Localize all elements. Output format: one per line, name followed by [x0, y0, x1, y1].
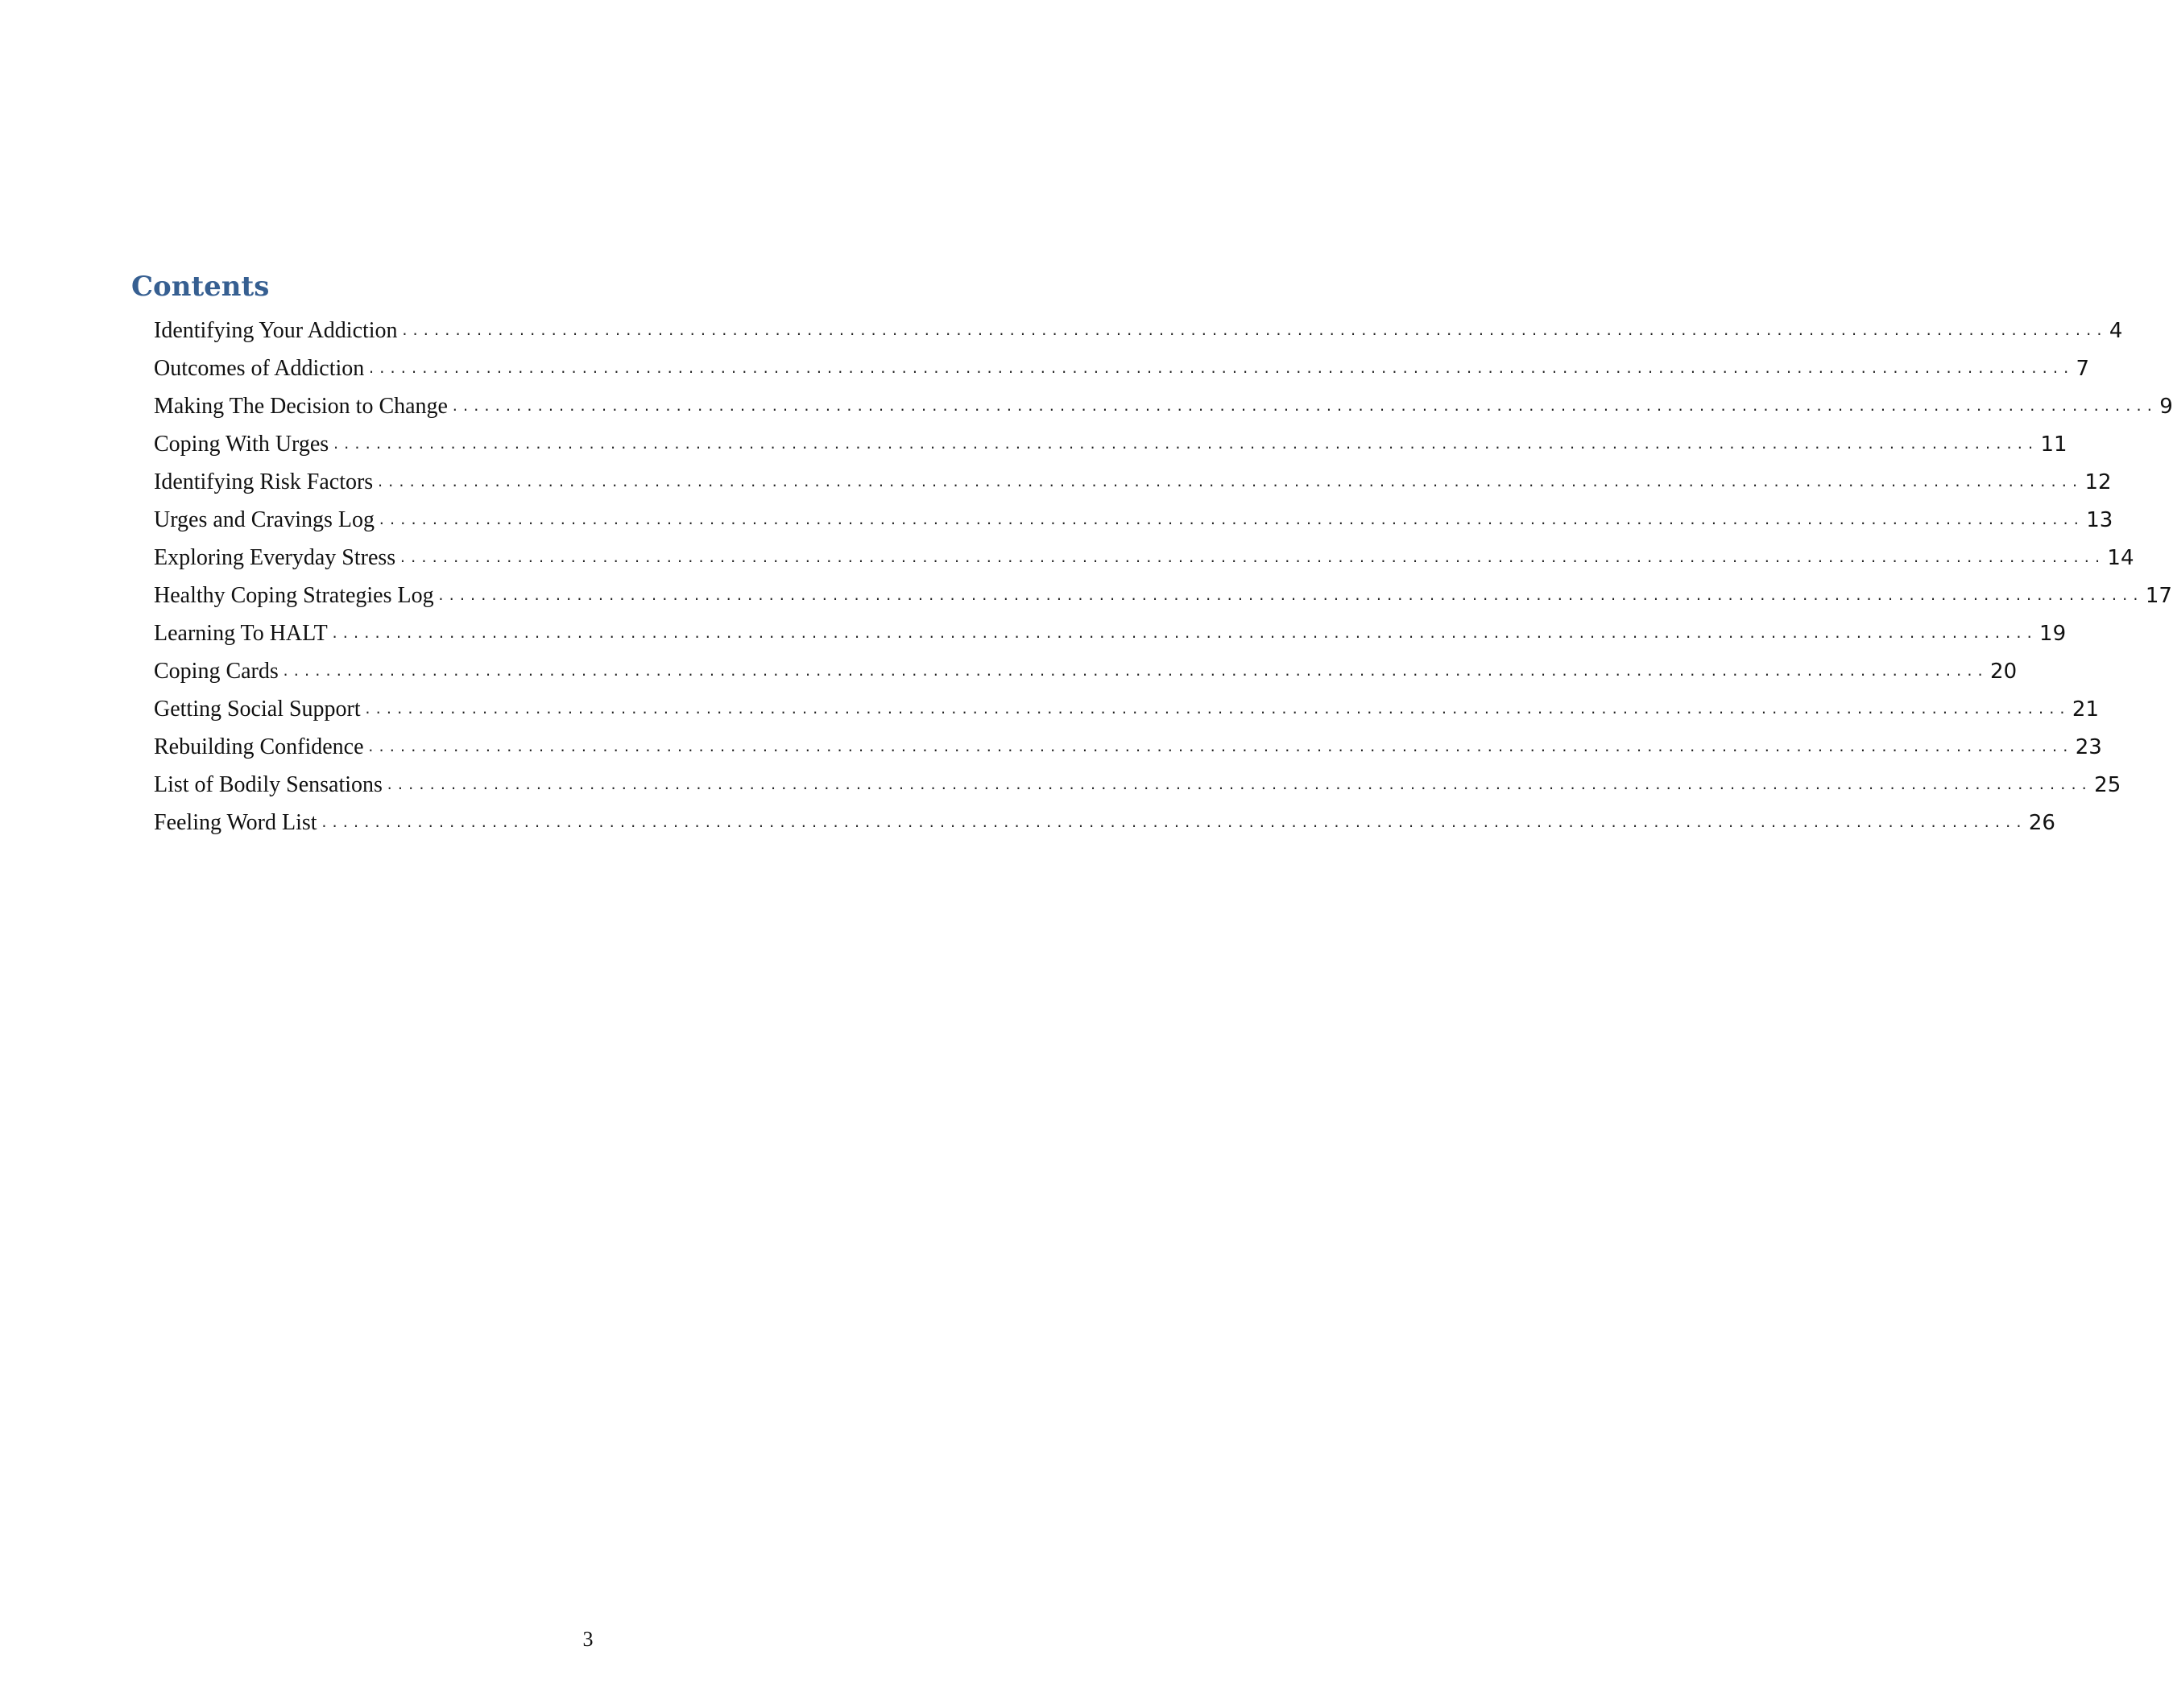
- page-number: 3: [582, 1627, 594, 1651]
- toc-dot-leader: ................................................................................................................................................................: [281, 664, 1988, 679]
- toc-entry-label: Coping Cards: [154, 659, 279, 684]
- toc-entry-page: 20: [1990, 660, 2018, 684]
- toc-dot-leader: ................................................................................................................................................................: [367, 361, 2073, 376]
- toc-entry-label: Outcomes of Addiction: [154, 356, 365, 381]
- toc-entry-label: Identifying Your Addiction: [154, 318, 398, 343]
- toc-entry-label: Exploring Everyday Stress: [154, 545, 396, 570]
- toc-dot-leader: ................................................................................................................................................................: [320, 815, 2026, 830]
- toc-entry-page: 4: [2109, 319, 2123, 343]
- toc-entry-page: 21: [2072, 697, 2099, 722]
- toc-entry[interactable]: [154, 688, 2099, 726]
- toc-entry[interactable]: [154, 612, 2067, 650]
- toc-entry[interactable]: [154, 574, 2172, 612]
- toc-list: [154, 309, 2173, 839]
- toc-dot-leader: ................................................................................................................................................................: [450, 399, 2157, 414]
- toc-entry-label: List of Bodily Sensations: [154, 772, 383, 797]
- toc-entry-label: Urges and Cravings Log: [154, 507, 375, 532]
- toc-entry-page: 26: [2028, 811, 2055, 835]
- toc-entry-page: 14: [2107, 546, 2134, 570]
- toc-dot-leader: ................................................................................................................................................................: [366, 739, 2072, 755]
- toc-dot-leader: ................................................................................................................................................................: [332, 436, 2038, 452]
- toc-dot-leader: ................................................................................................................................................................: [363, 701, 2069, 717]
- toc-entry-page: 23: [2075, 735, 2102, 759]
- toc-entry[interactable]: [154, 763, 2121, 801]
- toc-entry-label: Learning To HALT: [154, 621, 328, 646]
- toc-entry[interactable]: [154, 498, 2113, 536]
- toc-entry[interactable]: [154, 536, 2134, 574]
- toc-entry-page: 11: [2040, 432, 2067, 457]
- toc-entry[interactable]: [154, 726, 2102, 763]
- toc-entry[interactable]: [154, 309, 2123, 347]
- toc-entry-label: Getting Social Support: [154, 697, 361, 722]
- toc-entry-page: 9: [2159, 395, 2173, 419]
- toc-dot-leader: ................................................................................................................................................................: [437, 588, 2142, 603]
- toc-entry[interactable]: [154, 385, 2173, 423]
- toc-entry-page: 17: [2145, 584, 2172, 608]
- toc-entry-label: Making The Decision to Change: [154, 394, 448, 419]
- toc-entry[interactable]: [154, 461, 2112, 498]
- toc-entry-page: 13: [2086, 508, 2113, 532]
- toc-entry[interactable]: [154, 423, 2067, 461]
- toc-entry-page: 25: [2094, 773, 2121, 797]
- toc-entry[interactable]: [154, 650, 2018, 688]
- toc-dot-leader: ................................................................................................................................................................: [385, 777, 2092, 792]
- toc-entry-page: 19: [2039, 622, 2067, 646]
- toc-dot-leader: ................................................................................................................................................................: [376, 474, 2082, 490]
- toc-dot-leader: ................................................................................................................................................................: [330, 626, 2037, 641]
- toc-dot-leader: ................................................................................................................................................................: [378, 512, 2084, 527]
- toc-entry[interactable]: [154, 801, 2055, 839]
- toc-title: Contents: [131, 271, 270, 303]
- toc-entry-label: Rebuilding Confidence: [154, 734, 364, 759]
- toc-entry[interactable]: [154, 347, 2090, 385]
- toc-entry-page: 7: [2076, 357, 2090, 381]
- toc-entry-label: Feeling Word List: [154, 810, 317, 835]
- toc-entry-label: Identifying Risk Factors: [154, 469, 374, 494]
- toc-entry-label: Healthy Coping Strategies Log: [154, 583, 434, 608]
- toc-dot-leader: ................................................................................................................................................................: [399, 550, 2105, 565]
- toc-entry-label: Coping With Urges: [154, 432, 329, 457]
- toc-dot-leader: ................................................................................................................................................................: [400, 323, 2106, 338]
- toc-entry-page: 12: [2084, 470, 2112, 494]
